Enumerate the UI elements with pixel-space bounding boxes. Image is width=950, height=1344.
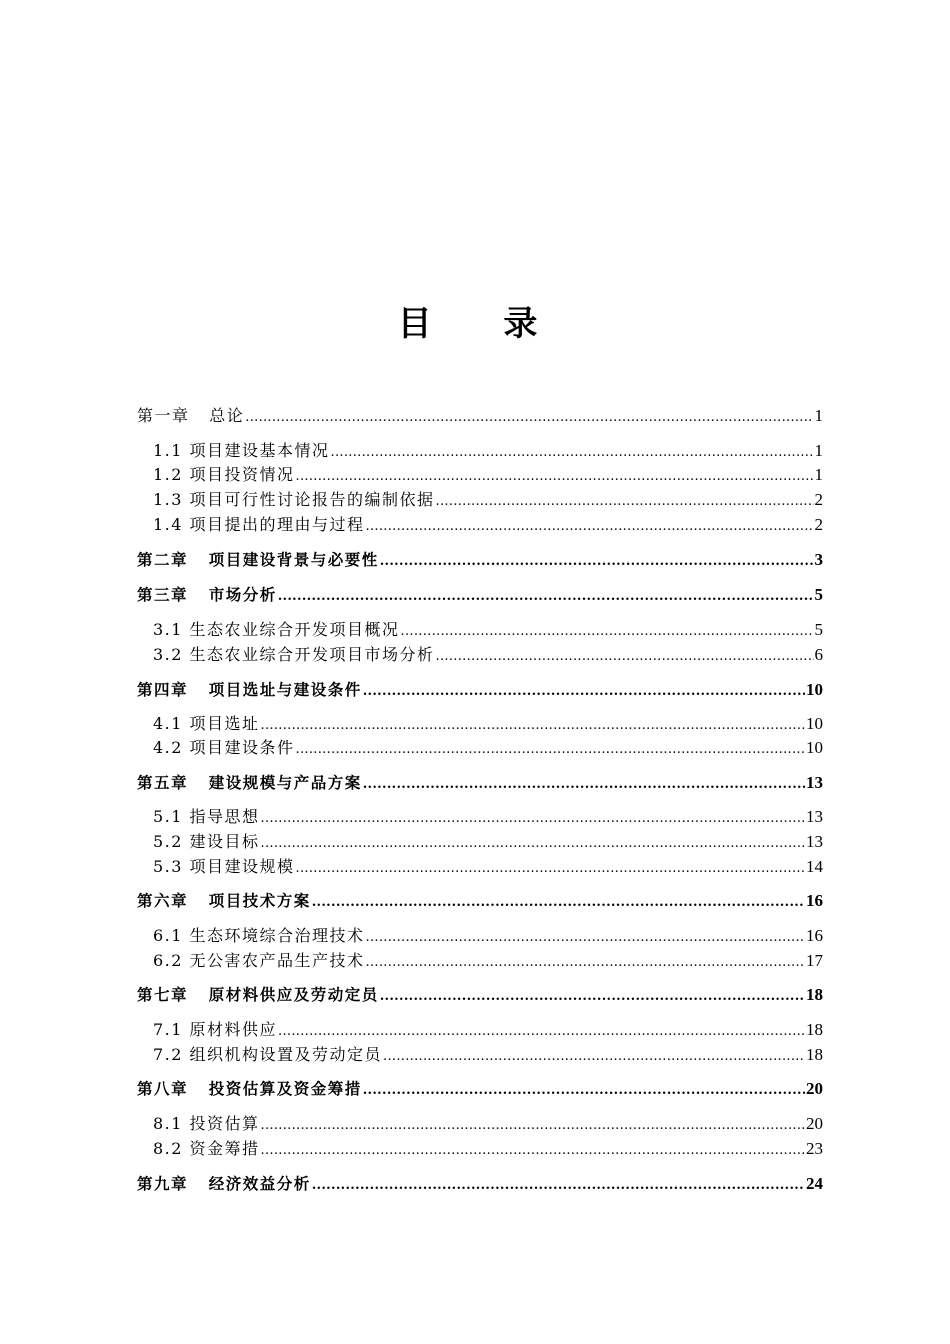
dot-leader — [331, 442, 814, 464]
toc-entry-page-number: 5 — [814, 620, 823, 639]
dot-leader — [261, 808, 805, 830]
dot-leader — [296, 739, 805, 761]
toc-section-entry[interactable] — [153, 619, 823, 641]
toc-entry-label: 6.1 生态环境综合治理技术 — [153, 926, 365, 945]
toc-entry-label: 第五章 建设规模与产品方案 — [137, 774, 362, 792]
dot-leader — [436, 491, 814, 513]
toc-entry-label: 第二章 项目建设背景与必要性 — [137, 551, 379, 569]
toc-entry-label: 第三章 市场分析 — [137, 586, 277, 604]
toc-entry-page-number: 2 — [814, 515, 823, 534]
toc-entry-page-number: 20 — [806, 1079, 823, 1098]
toc-section-entry[interactable] — [153, 514, 823, 536]
dot-leader — [261, 1115, 805, 1137]
toc-section-entry[interactable] — [153, 713, 823, 735]
dot-leader — [380, 986, 805, 1008]
toc-entry-label: 8.2 资金筹措 — [153, 1139, 260, 1158]
toc-section-entry[interactable] — [153, 440, 823, 462]
dot-leader — [366, 927, 805, 949]
toc-entry-label: 8.1 投资估算 — [153, 1114, 260, 1133]
dot-leader — [380, 551, 814, 573]
toc-section-entry[interactable] — [153, 644, 823, 666]
toc-chapter-entry[interactable] — [137, 549, 823, 571]
toc-section-entry[interactable] — [153, 950, 823, 972]
toc-entry-label: 第六章 项目技术方案 — [137, 892, 311, 910]
toc-entry-page-number: 24 — [806, 1174, 823, 1193]
toc-chapter-entry[interactable] — [137, 1173, 823, 1195]
toc-chapter-entry[interactable] — [137, 984, 823, 1006]
dot-leader — [401, 621, 814, 643]
toc-section-entry[interactable] — [153, 489, 823, 511]
toc-chapter-entry[interactable] — [137, 584, 823, 606]
toc-section-entry[interactable] — [153, 1019, 823, 1041]
toc-entry-label: 1.4 项目提出的理由与过程 — [153, 515, 365, 534]
toc-entry-label: 6.2 无公害农产品生产技术 — [153, 951, 365, 970]
toc-entry-label: 第八章 投资估算及资金筹措 — [137, 1080, 362, 1098]
dot-leader — [383, 1046, 805, 1068]
toc-entry-label: 4.1 项目选址 — [153, 714, 260, 733]
toc-entry-page-number: 1 — [814, 465, 823, 484]
toc-entry-page-number: 18 — [806, 985, 823, 1004]
toc-entry-page-number: 5 — [814, 585, 823, 604]
dot-leader — [261, 715, 805, 737]
toc-entry-label: 7.1 原材料供应 — [153, 1020, 278, 1039]
dot-leader — [366, 952, 805, 974]
toc-entry-label: 4.2 项目建设条件 — [153, 738, 295, 757]
toc-entry-label: 5.1 指导思想 — [153, 807, 260, 826]
dot-leader — [312, 892, 805, 914]
toc-entry-label: 7.2 组织机构设置及劳动定员 — [153, 1045, 383, 1064]
dot-leader — [261, 833, 805, 855]
toc-entry-page-number: 17 — [806, 951, 823, 970]
toc-section-entry[interactable] — [153, 806, 823, 828]
toc-chapter-entry[interactable] — [137, 772, 823, 794]
toc-chapter-entry[interactable] — [137, 405, 823, 427]
dot-leader — [278, 586, 814, 608]
dot-leader — [261, 1140, 805, 1162]
dot-leader — [296, 858, 805, 880]
toc-entry-label: 第一章 总论 — [137, 406, 245, 425]
dot-leader — [363, 1080, 805, 1102]
toc-section-entry[interactable] — [153, 464, 823, 486]
toc-entry-label: 第九章 经济效益分析 — [137, 1175, 311, 1193]
toc-entry-page-number: 10 — [806, 738, 823, 757]
toc-entry-label: 第七章 原材料供应及劳动定员 — [137, 986, 379, 1004]
toc-entry-label: 3.2 生态农业综合开发项目市场分析 — [153, 645, 435, 664]
dot-leader — [245, 407, 813, 429]
toc-entry-page-number: 23 — [806, 1139, 823, 1158]
toc-entry-label: 1.3 项目可行性讨论报告的编制依据 — [153, 490, 435, 509]
toc-entry-page-number: 3 — [814, 550, 823, 569]
toc-chapter-entry[interactable] — [137, 890, 823, 912]
toc-entry-page-number: 20 — [806, 1114, 823, 1133]
toc-entry-page-number: 13 — [806, 807, 823, 826]
toc-section-entry[interactable] — [153, 1044, 823, 1066]
toc-entry-page-number: 13 — [806, 832, 823, 851]
toc-entry-page-number: 13 — [806, 773, 823, 792]
toc-entry-label: 1.1 项目建设基本情况 — [153, 441, 330, 460]
toc-entry-page-number: 2 — [814, 490, 823, 509]
page-title: 目 录 — [397, 304, 568, 344]
toc-section-entry[interactable] — [153, 925, 823, 947]
toc-section-entry[interactable] — [153, 856, 823, 878]
toc-entry-label: 第四章 项目选址与建设条件 — [137, 681, 362, 699]
dot-leader — [296, 466, 814, 488]
toc-section-entry[interactable] — [153, 1113, 823, 1135]
toc-entry-page-number: 16 — [806, 926, 823, 945]
toc-entry-page-number: 10 — [806, 680, 823, 699]
toc-entry-page-number: 18 — [806, 1045, 823, 1064]
toc-entry-page-number: 18 — [806, 1020, 823, 1039]
toc-entry-page-number: 6 — [814, 645, 823, 664]
toc-entry-label: 5.2 建设目标 — [153, 832, 260, 851]
toc-entry-page-number: 10 — [806, 714, 823, 733]
toc-entry-label: 1.2 项目投资情况 — [153, 465, 295, 484]
dot-leader — [363, 774, 805, 796]
toc-entry-page-number: 1 — [814, 441, 823, 460]
dot-leader — [363, 681, 805, 703]
toc-section-entry[interactable] — [153, 737, 823, 759]
toc-entry-page-number: 14 — [806, 857, 823, 876]
toc-chapter-entry[interactable] — [137, 679, 823, 701]
toc-entry-page-number: 16 — [806, 891, 823, 910]
toc-chapter-entry[interactable] — [137, 1078, 823, 1100]
toc-entry-page-number: 1 — [814, 406, 823, 425]
dot-leader — [312, 1175, 805, 1197]
toc-entry-label: 5.3 项目建设规模 — [153, 857, 295, 876]
toc-section-entry[interactable] — [153, 831, 823, 853]
toc-section-entry[interactable] — [153, 1138, 823, 1160]
dot-leader — [278, 1021, 805, 1043]
dot-leader — [436, 646, 814, 668]
toc-entry-label: 3.1 生态农业综合开发项目概况 — [153, 620, 400, 639]
dot-leader — [366, 516, 814, 538]
